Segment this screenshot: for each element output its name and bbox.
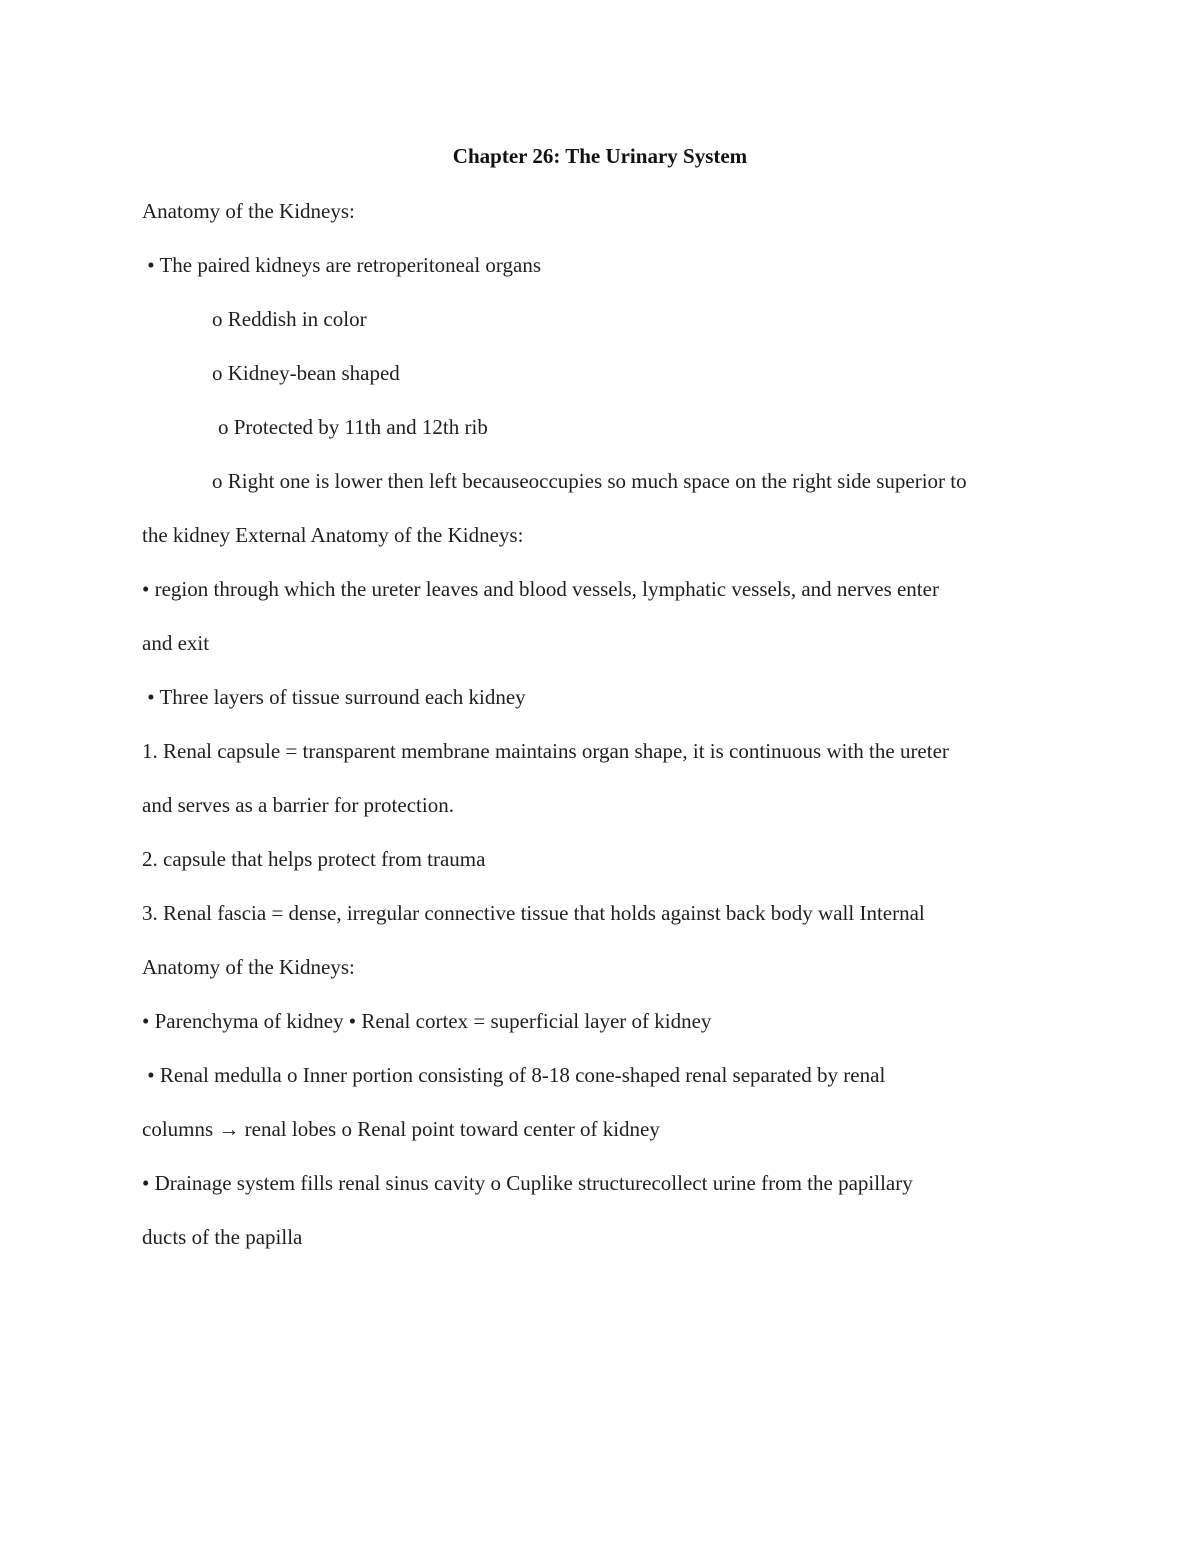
bullet-parenchyma: • Parenchyma of kidney • Renal cortex = superficial layer of kidney bbox=[142, 1009, 712, 1033]
bullet-three-layers: • Three layers of tissue surround each kidney bbox=[142, 685, 526, 709]
section-heading-anatomy: Anatomy of the Kidneys: bbox=[142, 199, 355, 223]
bullet-hilum-region: • region through which the ureter leaves and blood vessels, lymphatic vessels, and nerves enter bbox=[142, 577, 939, 601]
text-line-barrier: and serves as a barrier for protection. bbox=[142, 793, 454, 817]
bullet-drainage-system: • Drainage system fills renal sinus cavity o Cuplike structurecollect urine from the papillary bbox=[142, 1171, 913, 1195]
list-item-renal-capsule: 1. Renal capsule = transparent membrane maintains organ shape, it is continuous with the ureter bbox=[142, 739, 949, 763]
section-heading-internal-anatomy: Anatomy of the Kidneys: bbox=[142, 955, 355, 979]
sub-bullet-reddish: o Reddish in color bbox=[212, 307, 367, 331]
list-item-renal-fascia: 3. Renal fascia = dense, irregular connective tissue that holds against back body wall Internal bbox=[142, 901, 925, 925]
sub-bullet-protected: o Protected by 11th and 12th rib bbox=[218, 415, 488, 439]
page-title: Chapter 26: The Urinary System bbox=[452, 144, 748, 168]
text-line-renal-columns: columns → renal lobes o Renal point toward center of kidney bbox=[142, 1117, 660, 1141]
text-line-external-anatomy: the kidney External Anatomy of the Kidneys: bbox=[142, 523, 524, 547]
list-item-capsule-trauma: 2. capsule that helps protect from trauma bbox=[142, 847, 486, 871]
text-line-and-exit: and exit bbox=[142, 631, 210, 655]
bullet-renal-medulla: • Renal medulla o Inner portion consisting of 8-18 cone-shaped renal separated by renal bbox=[142, 1063, 886, 1087]
text-line-papilla: ducts of the papilla bbox=[142, 1225, 303, 1249]
bullet-paired-kidneys: • The paired kidneys are retroperitoneal organs bbox=[142, 253, 542, 277]
sub-bullet-bean-shaped: o Kidney-bean shaped bbox=[212, 361, 400, 385]
sub-bullet-right-lower: o Right one is lower then left becauseoccupies so much space on the right side superior to bbox=[212, 469, 967, 493]
